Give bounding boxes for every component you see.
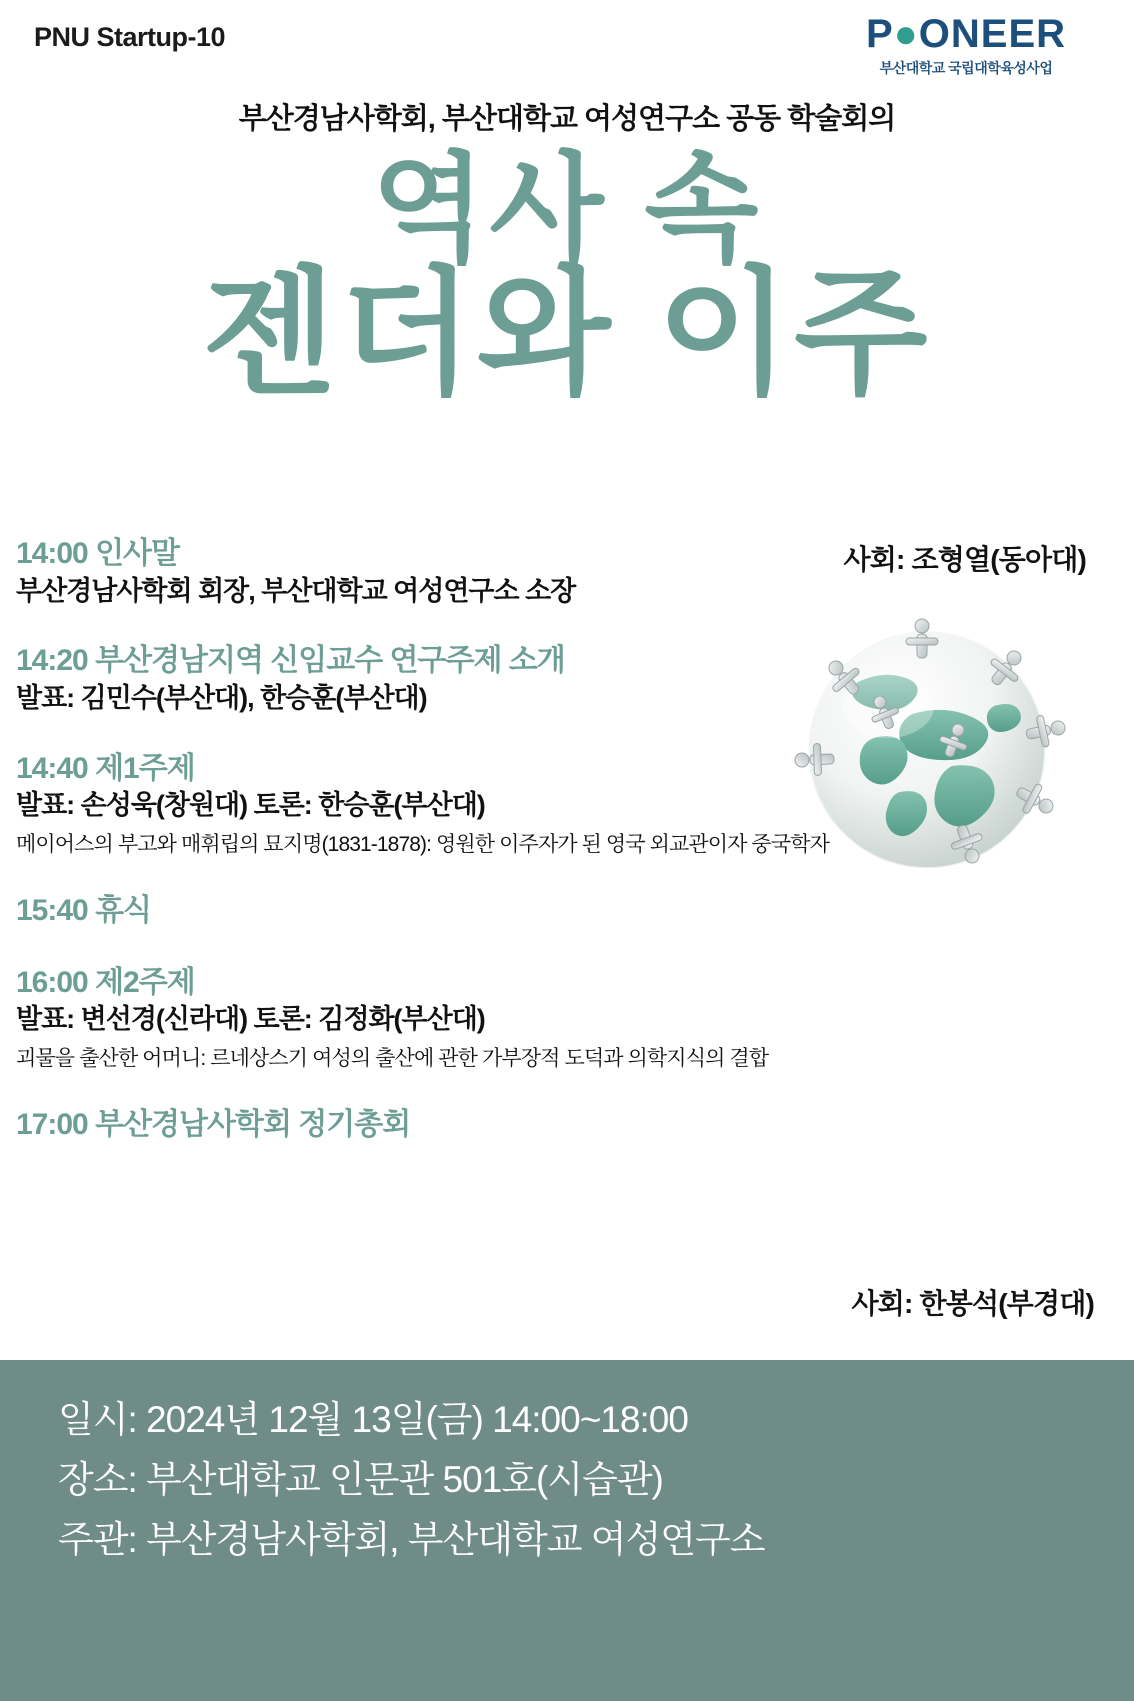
page-title-line1: 역사 속 [371, 144, 763, 276]
program-item-speakers: 발표: 김민수(부산대), 한승훈(부산대) [16, 682, 427, 713]
program-item-speakers: 발표: 손성욱(창원대) 토론: 한승훈(부산대) [16, 790, 485, 820]
logo-pre: P [865, 12, 894, 56]
program-item-paper-title: 괴물을 출산한 어머니: 르네상스기 여성의 출산에 관한 가부장적 도덕과 의학지식의 결합 [16, 1046, 769, 1070]
program-item-time: 17:00 부산경남사학회 정기총회 [16, 1108, 411, 1142]
pioneer-logo-wordmark [826, 14, 1106, 54]
conference-subtitle: 부산경남사학회, 부산대학교 여성연구소 공동 학술회의 [238, 103, 896, 135]
page-title [0, 144, 1134, 412]
logo-post: ONEER [918, 12, 1067, 56]
program-item-time: 14:40 제1주제 [16, 751, 195, 785]
program-item [16, 642, 1118, 715]
startup-tag: PNU Startup-10 [34, 22, 226, 52]
program-item [16, 535, 1118, 608]
poster-header [0, 0, 1134, 90]
event-place: 장소: 부산대학교 인문관 501호(시습관) [58, 1458, 663, 1500]
program-item-time: 15:40 휴식 [16, 894, 152, 928]
program-item [16, 1106, 1118, 1144]
pioneer-logo-subtitle: 부산대학교 국립대학육성사업 [879, 60, 1053, 76]
event-date: 일시: 2024년 12월 13일(금) 14:00~18:00 [58, 1399, 688, 1440]
page-title-line2: 젠더와 이주 [202, 257, 932, 412]
program-item-speakers: 부산경남사학회 회장, 부산대학교 여성연구소 소장 [16, 575, 576, 606]
event-host: 주관: 부산경남사학회, 부산대학교 여성연구소 [58, 1518, 765, 1560]
program-item-time: 14:00 인사말 [16, 537, 180, 570]
event-details-footer [0, 1360, 1134, 1701]
moderator-bottom: 사회: 한봉석(부경대) [851, 1288, 1094, 1319]
program-item-paper-title: 메이어스의 부고와 매휘립의 묘지명(1831-1878): 영원한 이주자가 된 영국 외교관이자 중국학자 [16, 832, 829, 856]
pioneer-logo [826, 14, 1106, 78]
program-item-time: 16:00 제2주제 [16, 965, 195, 999]
program-item-time: 14:20 부산경남지역 신임교수 연구주제 소개 [16, 644, 565, 678]
program-item [16, 750, 1118, 859]
moderator-top: 사회: 조형열(동아대) [843, 544, 1086, 575]
program-item-speakers: 발표: 변선경(신라대) 토론: 김정화(부산대) [16, 1004, 485, 1035]
globe-dot-icon: ● [893, 12, 919, 56]
program-item [16, 892, 1118, 930]
program-item [16, 964, 1118, 1073]
program-schedule [16, 535, 1118, 1170]
